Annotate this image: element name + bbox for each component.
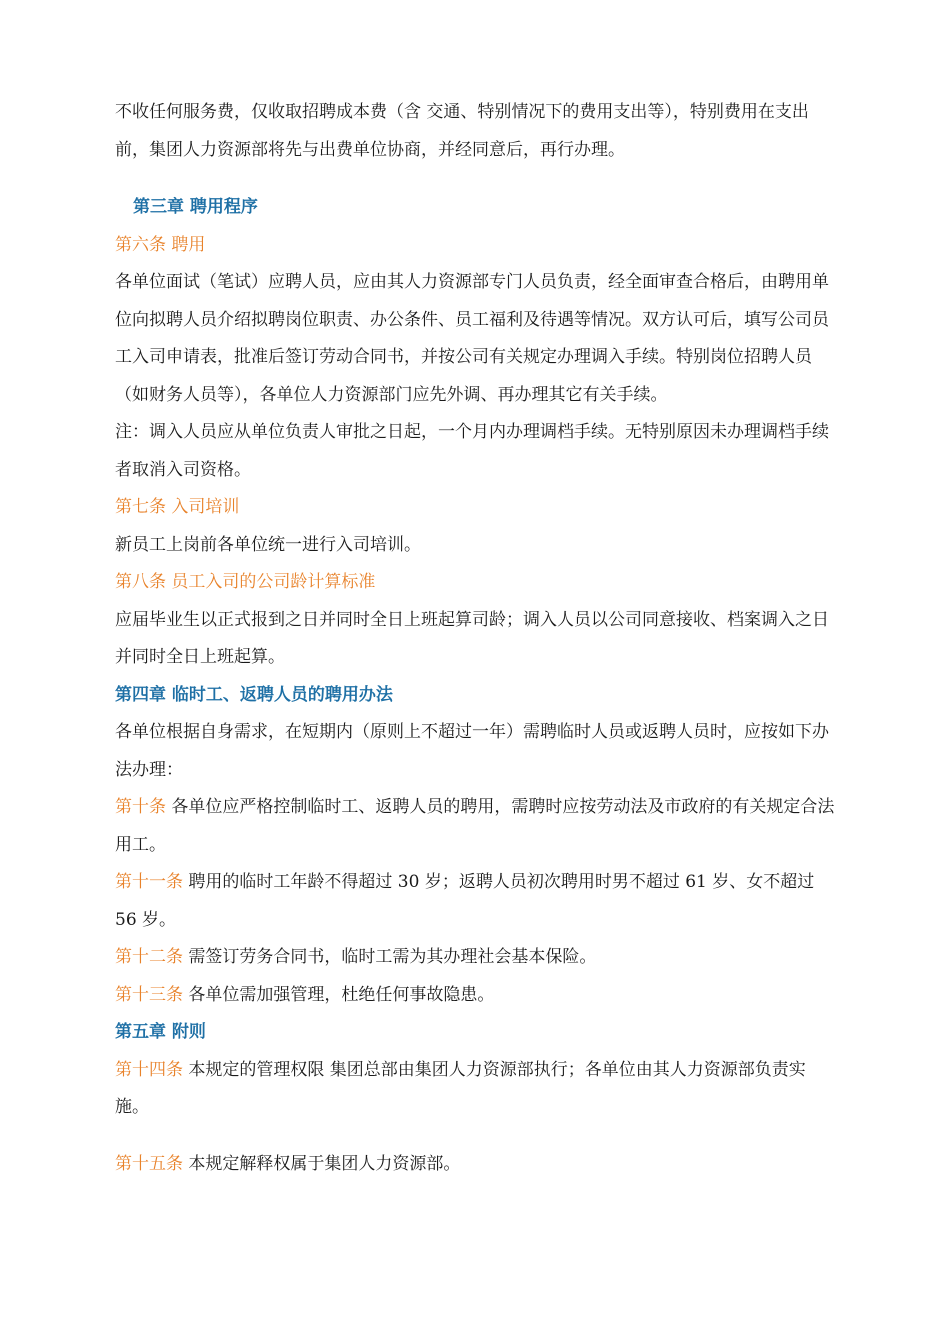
chapter-4-heading: 第四章 临时工、返聘人员的聘用办法 [115, 684, 393, 705]
document-page [115, 94, 835, 1183]
chapter-3-heading: 第三章 聘用程序 [133, 197, 258, 217]
article-8-body: 应届毕业生以正式报到之日并同时全日上班起算司龄；调入人员以公司同意接收、档案调入之日并同时全日上班起算。 [115, 609, 829, 667]
article-15-label: 第十五条 [115, 1153, 183, 1174]
article-11 [115, 864, 835, 939]
article-12-body: 需签订劳务合同书，临时工需为其办理社会基本保险。 [183, 947, 597, 967]
article-11-label: 第十一条 [115, 872, 183, 892]
article-6-body: 各单位面试（笔试）应聘人员，应由其人力资源部专门人员负责，经全面审查合格后，由聘用单位向拟聘人员介绍拟聘岗位职责、办公条件、员工福利及待遇等情况。双方认可后，填写公司员工入司申请表，批准后签订劳动合同书，并按公司有关规定办理调入手续。特别岗位招聘人员（如财务人员等），各单位人力资源部门应先外调、再办理其它有关手续。 [115, 272, 829, 405]
article-12 [115, 939, 835, 977]
intro-paragraph: 不收任何服务费，仅收取招聘成本费（含 交通、特别情况下的费用支出等），特别费用在支出前，集团人力资源部将先与出费单位协商，并经同意后，再行办理。 [115, 102, 809, 160]
article-13-label: 第十三条 [115, 984, 183, 1005]
article-7-body: 新员工上岗前各单位统一进行入司培训。 [115, 534, 421, 555]
article-10-body: 各单位应严格控制临时工、返聘人员的聘用，需聘时应按劳动法及市政府的有关规定合法用工。 [115, 797, 835, 855]
article-14 [115, 1052, 835, 1127]
article-13-body: 各单位需加强管理，杜绝任何事故隐患。 [183, 984, 495, 1005]
article-7-title: 第七条 入司培训 [115, 497, 240, 517]
article-12-label: 第十二条 [115, 947, 183, 967]
article-15-body: 本规定解释权属于集团人力资源部。 [183, 1153, 461, 1174]
chapter-5-heading: 第五章 附则 [115, 1022, 206, 1042]
article-14-body: 本规定的管理权限 集团总部由集团人力资源部执行；各单位由其人力资源部负责实施。 [115, 1059, 806, 1117]
article-6-note: 注：调入人员应从单位负责人审批之日起，一个月内办理调档手续。无特别原因未办理调档手续者取消入司资格。 [115, 422, 829, 480]
article-10 [115, 789, 835, 864]
article-14-label: 第十四条 [115, 1059, 183, 1080]
article-15 [115, 1146, 835, 1184]
article-11-body: 聘用的临时工年龄不得超过 30 岁；返聘人员初次聘用时男不超过 61 岁、女不超过 56 岁。 [115, 872, 815, 930]
chapter-4-body: 各单位根据自身需求，在短期内（原则上不超过一年）需聘临时人员或返聘人员时，应按如下办法办理： [115, 722, 829, 780]
article-6-title: 第六条 聘用 [115, 234, 206, 255]
article-13 [115, 977, 835, 1015]
article-10-label: 第十条 [115, 797, 166, 817]
article-8-title: 第八条 员工入司的公司龄计算标准 [115, 572, 376, 592]
